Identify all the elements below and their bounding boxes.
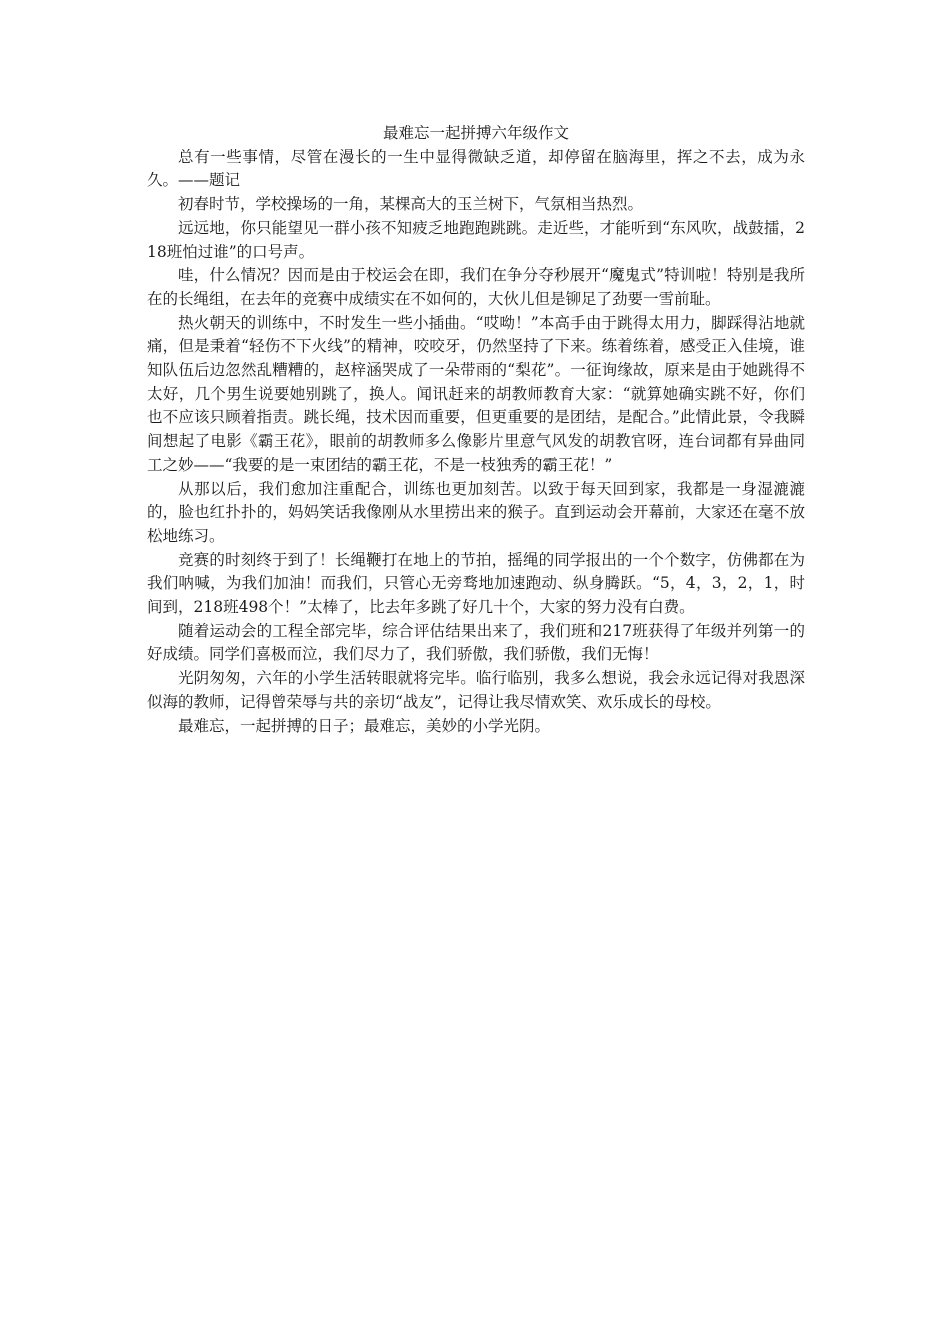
paragraph: 随着运动会的工程全部完毕，综合评估结果出来了，我们班和217班获得了年级并列第一的好成绩。同学们喜极而泣，我们尽力了，我们骄傲，我们骄傲，我们无悔！ xyxy=(147,621,805,664)
paragraph: 远远地，你只能望见一群小孩不知疲乏地跑跑跳跳。走近些，才能听到“东风吹，战鼓擂，218班怕过谁”的口号声。 xyxy=(147,218,805,261)
paragraph: 初春时节，学校操场的一角，某棵高大的玉兰树下，气氛相当热烈。 xyxy=(178,195,644,214)
document-body xyxy=(147,122,805,738)
document-title: 最难忘一起拼搏六年级作文 xyxy=(382,124,569,142)
paragraph: 竞赛的时刻终于到了！长绳鞭打在地上的节拍，摇绳的同学报出的一个个数字，仿佛都在为我们呐喊，为我们加油！而我们，只管心无旁骛地加速跑动、纵身腾跃。“5，4，3，2，1，时间到，218班498个！”太棒了，比去年多跳了好几十个，大家的努力没有白费。 xyxy=(147,550,805,617)
paragraph: 哇，什么情况？因而是由于校运会在即，我们在争分夺秒展开“魔鬼式”特训啦！特别是我所在的长绳组，在去年的竞赛中成绩实在不如何的，大伙儿但是铆足了劲要一雪前耻。 xyxy=(147,266,805,308)
paragraph: 光阴匆匆，六年的小学生活转眼就将完毕。临行临别，我多么想说，我会永远记得对我恩深似海的教师，记得曾荣辱与共的亲切“战友”，记得让我尽情欢笑、欢乐成长的母校。 xyxy=(147,669,805,711)
paragraph: 从那以后，我们愈加注重配合，训练也更加刻苦。以致于每天回到家，我都是一身湿漉漉的，脸也红扑扑的，妈妈笑话我像刚从水里捞出来的猴子。直到运动会开幕前，大家还在毫不放松地练习。 xyxy=(147,479,805,545)
paragraph-closing: 最难忘，一起拼搏的日子；最难忘，美妙的小学光阴。 xyxy=(178,716,551,735)
paragraph-epigraph: 总有一些事情，尽管在漫长的一生中显得微缺乏道，却停留在脑海里，挥之不去，成为永久。——题记 xyxy=(147,147,805,190)
paragraph: 热火朝天的训练中，不时发生一些小插曲。“哎呦！”本高手由于跳得太用力，脚踩得沾地就痛，但是秉着“轻伤不下火线”的精神，咬咬牙，仍然坚持了下来。练着练着，感受正入佳境，谁知队伍后边忽然乱糟糟的，赵梓涵哭成了一朵带雨的“梨花”。一征询缘故，原来是由于她跳得不太好，几个男生说要她别跳了，换人。闻讯赶来的胡教师教育大家：“就算她确实跳不好，你们也不应该只顾着指责。跳长绳，技术因而重要，但更重要的是团结，是配合。”此情此景，令我瞬间想起了电影《霸王花》，眼前的胡教师多么像影片里意气风发的胡教官呀，连台词都有异曲同工之妙——“我要的是一束团结的霸王花，不是一枝独秀的霸王花！” xyxy=(147,313,805,474)
